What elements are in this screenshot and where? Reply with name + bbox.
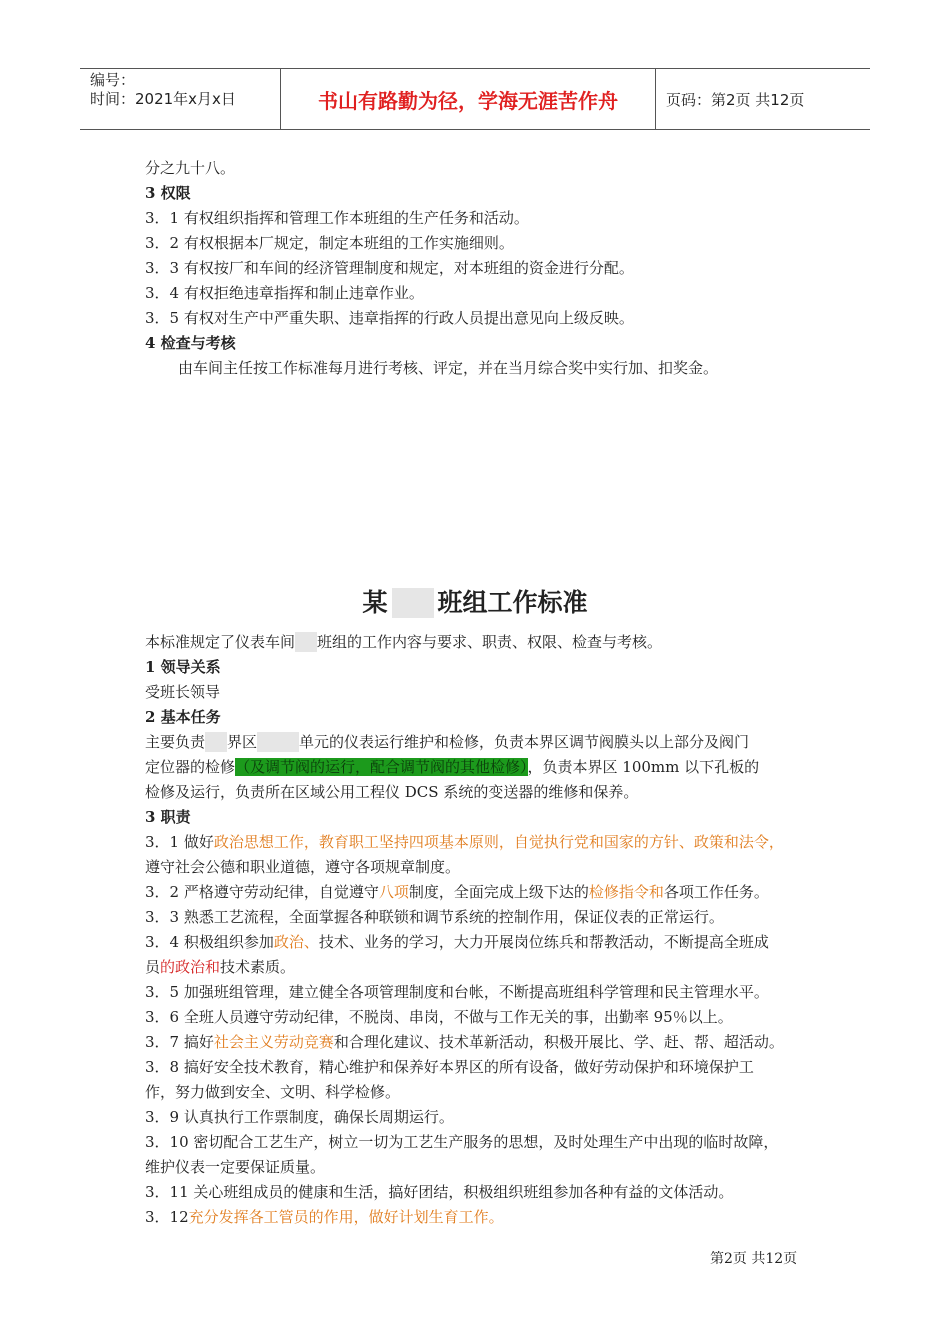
- section-2-title: 2 基本任务: [145, 708, 221, 726]
- duty-3-1-line-2: 遵守社会公德和职业道德，遵守各项规章制度。: [145, 858, 461, 876]
- duty-3-10-line-2: 维护仪表一定要保证质量。: [145, 1158, 326, 1176]
- duty-3-2: 3．2 严格遵守劳动纪律，自觉遵守八项制度，全面完成上级下达的检修指令和各项工作任务。: [145, 883, 769, 901]
- time-label: 时间：2021年x月x日: [90, 90, 236, 108]
- section-2-line-3: 检修及运行，负责所在区域公用工程仪 DCS 系统的变送器的维修和保养。: [145, 783, 639, 801]
- code-label: 编号：: [90, 71, 136, 89]
- duty-3-8-line-2: 作，努力做到安全、文明、科学检修。: [145, 1083, 401, 1101]
- duty-3-7: 3．7 搞好社会主义劳动竞赛和合理化建议、技术革新活动，积极开展比、学、赶、帮、超活动。: [145, 1033, 784, 1051]
- document-title: [0, 586, 950, 620]
- prev-section-3-title: 3 权限: [145, 184, 191, 202]
- duty-3-3: 3．3 熟悉工艺流程，全面掌握各种联锁和调节系统的控制作用，保证仪表的正常运行。: [145, 908, 724, 926]
- prev-item-3-4: 3．4 有权拒绝违章指挥和制止违章作业。: [145, 284, 424, 302]
- prev-item-3-2: 3．2 有权根据本厂规定，制定本班组的工作实施细则。: [145, 234, 514, 252]
- redacted-block: [205, 732, 227, 752]
- header-motto: 书山有路勤为径，学海无涯苦作舟: [280, 69, 656, 129]
- duty-3-9: 3．9 认真执行工作票制度，确保长周期运行。: [145, 1108, 454, 1126]
- redacted-block: [392, 588, 434, 618]
- duty-3-10-line-1: 3．10 密切配合工艺生产，树立一切为工艺生产服务的思想，及时处理生产中出现的临时故障，: [145, 1133, 779, 1151]
- duty-3-6: 3．6 全班人员遵守劳动纪律，不脱岗、串岗，不做与工作无关的事，出勤率 95％以上。: [145, 1008, 733, 1026]
- duty-3-12: 3．12充分发挥各工管员的作用，做好计划生育工作。: [145, 1208, 504, 1226]
- highlighted-text: （及调节阀的运行，配合调节阀的其他检修）: [235, 758, 528, 776]
- intro-line: 本标准规定了仪表车间 班组的工作内容与要求、职责、权限、检查与考核。: [145, 633, 663, 651]
- section-2-line-1: 主要负责 界区 单元的仪表运行维护和检修，负责本界区调节阀膜头以上部分及阀门: [145, 733, 750, 751]
- prev-section-4-text: 由车间主任按工作标准每月进行考核、评定，并在当月综合奖中实行加、扣奖金。: [178, 359, 719, 377]
- title-part-a: 某: [362, 588, 388, 617]
- section-1-title: 1 领导关系: [145, 658, 221, 676]
- title-part-b: 班组工作标准: [437, 588, 588, 617]
- prev-item-3-3: 3．3 有权按厂和车间的经济管理制度和规定，对本班组的资金进行分配。: [145, 259, 634, 277]
- prev-item-3-5: 3．5 有权对生产中严重失职、违章指挥的行政人员提出意见向上级反映。: [145, 309, 634, 327]
- header-page-label: 页码：第2页 共12页: [666, 90, 805, 109]
- duty-3-5: 3．5 加强班组管理，建立健全各项管理制度和台帐，不断提高班组科学管理和民主管理水平。: [145, 983, 769, 1001]
- duty-3-8-line-1: 3．8 搞好安全技术教育，精心维护和保养好本界区的所有设备，做好劳动保护和环境保护工: [145, 1058, 754, 1076]
- prev-section-4-title: 4 检查与考核: [145, 334, 236, 352]
- prev-continuation: 分之九十八。: [145, 159, 236, 177]
- duty-3-1-line-1: 3．1 做好政治思想工作，教育职工坚持四项基本原则，自觉执行党和国家的方针、政策和法令，: [145, 833, 784, 851]
- page-header: [80, 68, 870, 130]
- prev-item-3-1: 3．1 有权组织指挥和管理工作本班组的生产任务和活动。: [145, 209, 529, 227]
- redacted-block: [257, 732, 299, 752]
- redacted-block: [295, 632, 317, 652]
- section-2-line-2: 定位器的检修（及调节阀的运行，配合调节阀的其他检修），负责本界区 100mm 以下孔板的: [145, 758, 760, 776]
- duty-3-11: 3．11 关心班组成员的健康和生活，搞好团结，积极组织班组参加各种有益的文体活动。: [145, 1183, 734, 1201]
- section-3-title: 3 职责: [145, 808, 191, 826]
- section-1-text: 受班长领导: [145, 683, 221, 701]
- page-footer: 第2页 共12页: [710, 1251, 798, 1267]
- duty-3-4-line-2: 员的政治和技术素质。: [145, 958, 296, 976]
- header-meta: [80, 69, 280, 129]
- duty-3-4-line-1: 3．4 积极组织参加政治、技术、业务的学习，大力开展岗位练兵和帮教活动，不断提高全班成: [145, 933, 769, 951]
